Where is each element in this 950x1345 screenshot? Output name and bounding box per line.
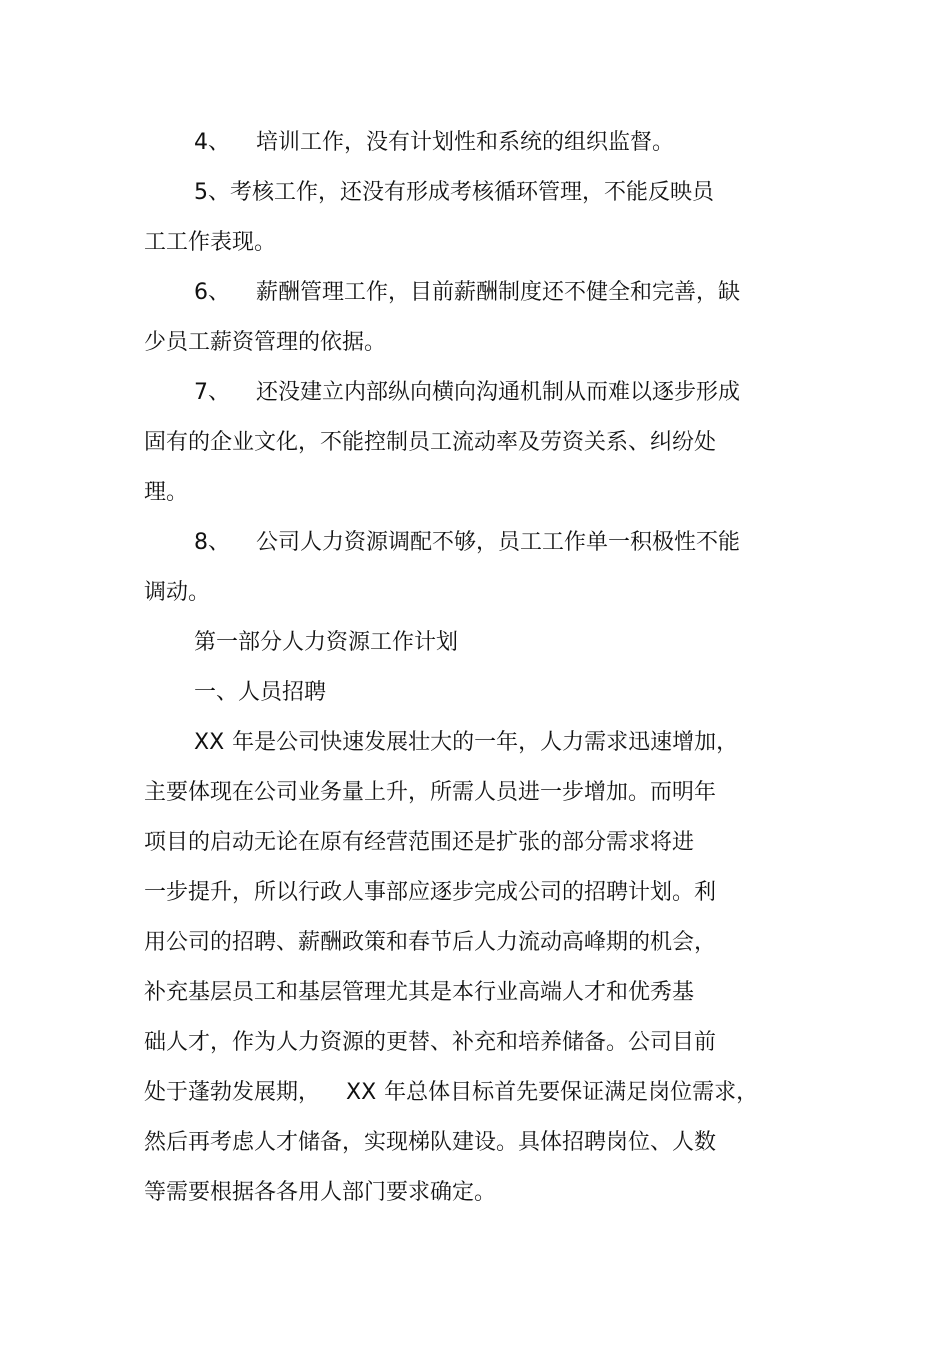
list-item-5-continuation: 工工作表现。 [144, 230, 277, 255]
item-text: 薪酬管理工作，目前薪酬制度还不健全和完善，缺 [256, 280, 741, 305]
item-text: 考核工作，还没有形成考核循环管理，不能反映员 [230, 180, 715, 205]
paragraph-line: 础人才，作为人力资源的更替、补充和培养储备。公司目前 [144, 1030, 717, 1055]
item-number: 6、 [194, 280, 230, 305]
paragraph-line: 一步提升，所以行政人事部应逐步完成公司的招聘计划。利 [144, 880, 717, 905]
item-number: 5、 [194, 180, 230, 205]
list-item-7-continuation: 固有的企业文化，不能控制员工流动率及劳资关系、纠纷处 [144, 430, 717, 455]
paragraph-line: 用公司的招聘、薪酬政策和春节后人力流动高峰期的机会， [144, 930, 717, 955]
item-number: 7、 [194, 380, 230, 405]
section-heading: 一、人员招聘 [194, 680, 327, 705]
paragraph-line-split [144, 1080, 758, 1106]
list-item-4 [194, 130, 674, 156]
paragraph-text: 年是公司快速发展壮大的一年，人力需求迅速增加， [232, 730, 739, 755]
item-text: 培训工作，没有计划性和系统的组织监督。 [256, 130, 675, 155]
paragraph-line: 主要体现在公司业务量上升，所需人员进一步增加。而明年 [144, 780, 717, 805]
list-item-6 [194, 280, 740, 306]
part-heading: 第一部分人力资源工作计划 [194, 630, 459, 655]
paragraph-line: 补充基层员工和基层管理尤其是本行业高端人才和优秀基 [144, 980, 695, 1005]
paragraph-text: 年总体目标首先要保证满足岗位需求， [384, 1080, 759, 1105]
item-text: 还没建立内部纵向横向沟通机制从而难以逐步形成 [256, 380, 741, 405]
list-item-7-continuation: 理。 [144, 480, 189, 505]
paragraph-line: 项目的启动无论在原有经营范围还是扩张的部分需求将进 [144, 830, 695, 855]
item-text: 公司人力资源调配不够，员工工作单一积极性不能 [256, 530, 741, 555]
list-item-7 [194, 380, 740, 406]
paragraph-first-line [194, 730, 738, 756]
item-number: 4、 [194, 130, 230, 155]
year-placeholder: XX [194, 730, 225, 755]
year-placeholder: XX [346, 1080, 377, 1105]
list-item-6-continuation: 少员工薪资管理的依据。 [144, 330, 387, 355]
list-item-8-continuation: 调动。 [144, 580, 211, 605]
paragraph-line: 然后再考虑人才储备，实现梯队建设。具体招聘岗位、人数 [144, 1130, 717, 1155]
paragraph-text: 处于蓬勃发展期， [144, 1080, 321, 1105]
paragraph-line: 等需要根据各各用人部门要求确定。 [144, 1180, 497, 1205]
list-item-8 [194, 530, 740, 556]
item-number: 8、 [194, 530, 230, 555]
list-item-5 [194, 180, 714, 206]
